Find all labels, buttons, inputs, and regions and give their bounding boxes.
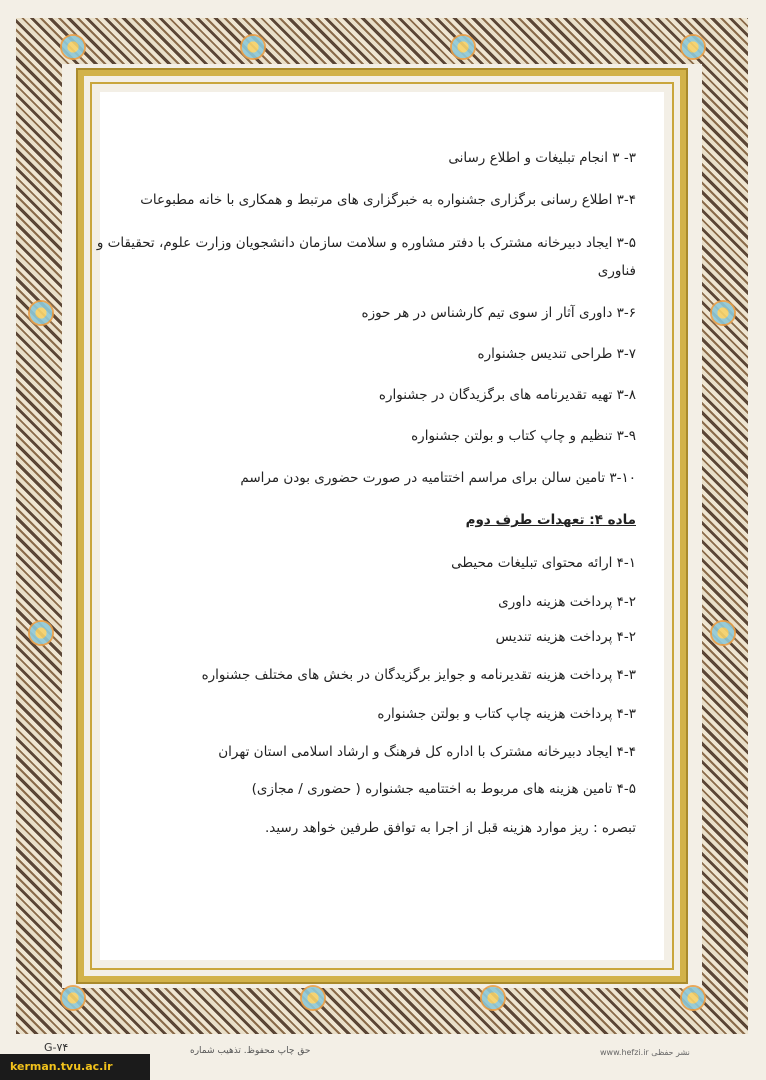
clause-line: ۳-۷ طراحی تندیس جشنواره bbox=[477, 346, 636, 362]
flower-ornament-icon bbox=[300, 985, 326, 1011]
article-heading: ماده ۴: تعهدات طرف دوم bbox=[465, 512, 636, 528]
copyright-note: حق چاپ محفوظ. تذهیب شماره bbox=[190, 1046, 311, 1056]
flower-ornament-icon bbox=[240, 34, 266, 60]
site-watermark: kerman.tvu.ac.ir bbox=[0, 1054, 150, 1080]
clause-line: ۳-۹ تنظیم و چاپ کتاب و بولتن جشنواره bbox=[411, 428, 636, 444]
clause-line: ۳-۸ تهیه تقدیرنامه های برگزیدگان در جشنواره bbox=[378, 387, 636, 403]
clause-line: ۳-۵ ایجاد دبیرخانه مشترک با دفتر مشاوره و سلامت سازمان دانشجویان وزارت علوم، تحقیقات و bbox=[96, 235, 636, 251]
flower-ornament-icon bbox=[680, 34, 706, 60]
clause-line: ۳-۱۰ تامین سالن برای مراسم اختتامیه در صورت حضوری بودن مراسم bbox=[240, 470, 636, 486]
flower-ornament-icon bbox=[450, 34, 476, 60]
obligation-item: ۴-۵ تامین هزینه های مربوط به اختتامیه جشنواره ( حضوری / مجازی) bbox=[251, 781, 636, 797]
flower-ornament-icon bbox=[480, 985, 506, 1011]
flower-ornament-icon bbox=[60, 34, 86, 60]
flower-ornament-icon bbox=[710, 300, 736, 326]
publisher-note: نشر حفظی www.hefzi.ir bbox=[600, 1048, 690, 1057]
flower-ornament-icon bbox=[28, 620, 54, 646]
obligation-item: ۴-۲ پرداخت هزینه تندیس bbox=[495, 629, 636, 645]
flower-ornament-icon bbox=[680, 985, 706, 1011]
clause-line: ۳- ۳ انجام تبلیغات و اطلاع رسانی bbox=[448, 150, 636, 166]
obligation-item: ۴-۳ پرداخت هزینه تقدیرنامه و جوایز برگزیدگان در بخش های مختلف جشنواره bbox=[201, 667, 636, 683]
flower-ornament-icon bbox=[60, 985, 86, 1011]
clause-line: ۳-۶ داوری آثار از سوی تیم کارشناس در هر حوزه bbox=[361, 305, 636, 321]
obligation-item: ۴-۳ پرداخت هزینه چاپ کتاب و بولتن جشنواره bbox=[377, 706, 636, 722]
page-code: G-۷۴ bbox=[44, 1041, 69, 1054]
flower-ornament-icon bbox=[710, 620, 736, 646]
note-text: تبصره : ریز موارد هزینه قبل از اجرا به توافق طرفین خواهد رسید. bbox=[264, 820, 636, 836]
clause-line: ۳-۴ اطلاع رسانی برگزاری جشنواره به خبرگزاری های مرتبط و همکاری با خانه مطبوعات bbox=[140, 192, 636, 208]
obligation-item: ۴-۱ ارائه محتوای تبلیغات محیطی bbox=[451, 555, 636, 571]
obligation-item: ۴-۴ ایجاد دبیرخانه مشترک با اداره کل فرهنگ و ارشاد اسلامی استان تهران bbox=[218, 744, 636, 760]
obligation-item: ۴-۲ پرداخت هزینه داوری bbox=[498, 594, 636, 610]
flower-ornament-icon bbox=[28, 300, 54, 326]
clause-line-continued: فناوری bbox=[597, 263, 636, 279]
